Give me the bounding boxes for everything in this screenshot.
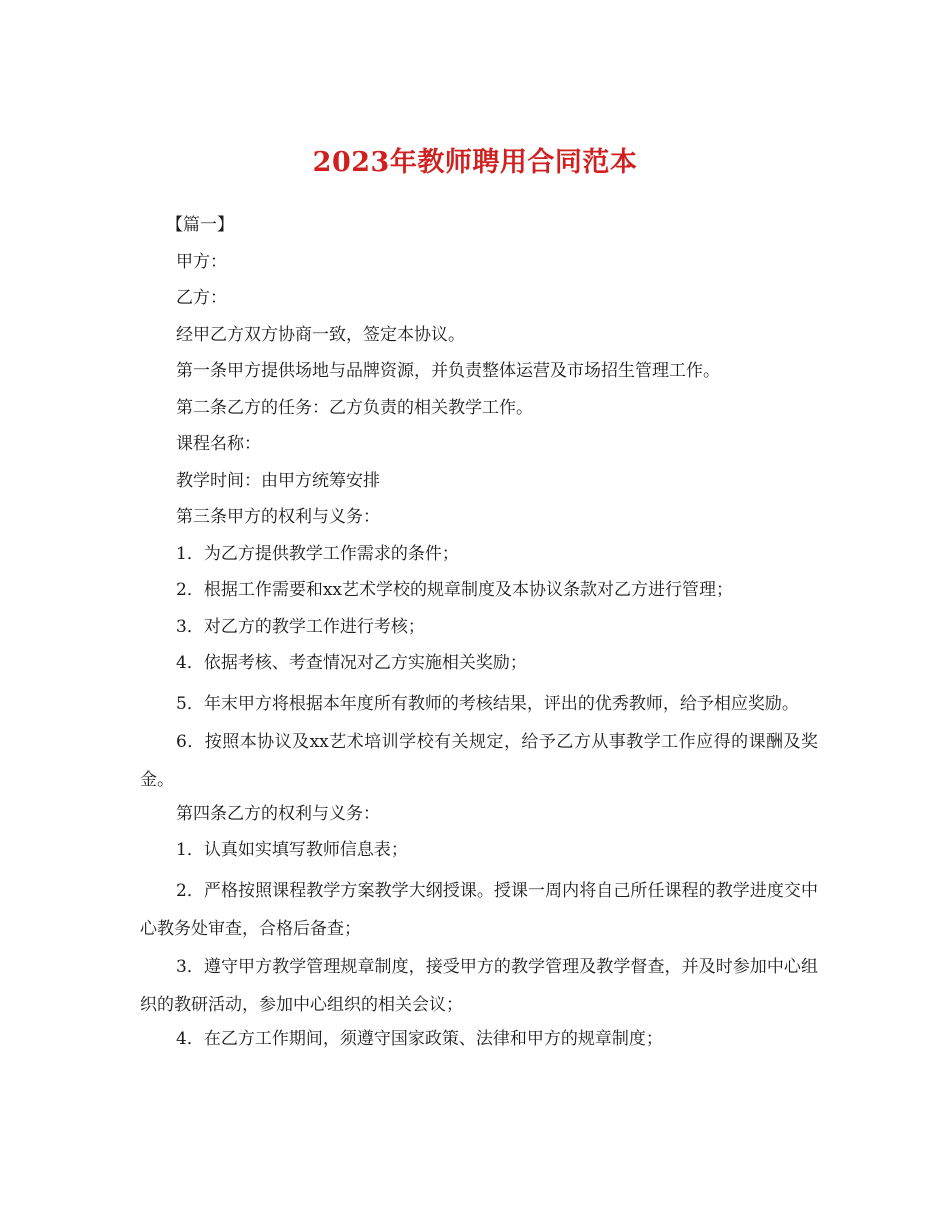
paragraph: 课程名称：: [176, 434, 261, 454]
paragraph: 2．根据工作需要和xx艺术学校的规章制度及本协议条款对乙方进行管理；: [176, 580, 733, 600]
paragraph: 3．遵守甲方教学管理规章制度，接受甲方的教学管理及教学督查，并及时参加中心组织的教研活动，参加中心组织的相关会议；: [140, 956, 818, 1015]
paragraph: 2．严格按照课程教学方案教学大纲授课。授课一周内将自己所任课程的教学进度交中心教务处审查，合格后备查；: [140, 880, 818, 939]
document-title: 2023年教师聘用合同范本: [312, 147, 638, 178]
paragraph: 第二条乙方的任务：乙方负责的相关教学工作。: [176, 397, 533, 418]
document-body: [140, 210, 818, 1060]
section-heading: 【篇一】: [166, 215, 234, 235]
paragraph: 第一条甲方提供场地与品牌资源，并负责整体运营及市场招生管理工作。: [176, 361, 720, 381]
paragraph: 6．按照本协议及xx艺术培训学校有关规定，给予乙方从事教学工作应得的课酬及奖金。: [140, 731, 818, 790]
paragraph: 第三条甲方的权利与义务：: [176, 507, 380, 527]
paragraph: 1．为乙方提供教学工作需求的条件；: [176, 543, 459, 564]
paragraph: 教学时间：由甲方统筹安排: [176, 470, 380, 491]
paragraph: 经甲乙方双方协商一致，签定本协议。: [176, 324, 465, 345]
paragraph: 乙方：: [176, 288, 227, 308]
paragraph: 1．认真如实填写教师信息表；: [176, 840, 408, 860]
paragraph: 4．依据考核、考查情况对乙方实施相关奖励；: [176, 653, 527, 673]
paragraph: 甲方：: [176, 251, 227, 272]
paragraph: 第四条乙方的权利与义务：: [176, 803, 380, 824]
paragraph: 3．对乙方的教学工作进行考核；: [176, 616, 425, 637]
paragraph: 5．年末甲方将根据本年度所有教师的考核结果，评出的优秀教师，给予相应奖励。: [176, 693, 799, 714]
paragraph: 4．在乙方工作期间，须遵守国家政策、法律和甲方的规章制度；: [176, 1028, 663, 1049]
